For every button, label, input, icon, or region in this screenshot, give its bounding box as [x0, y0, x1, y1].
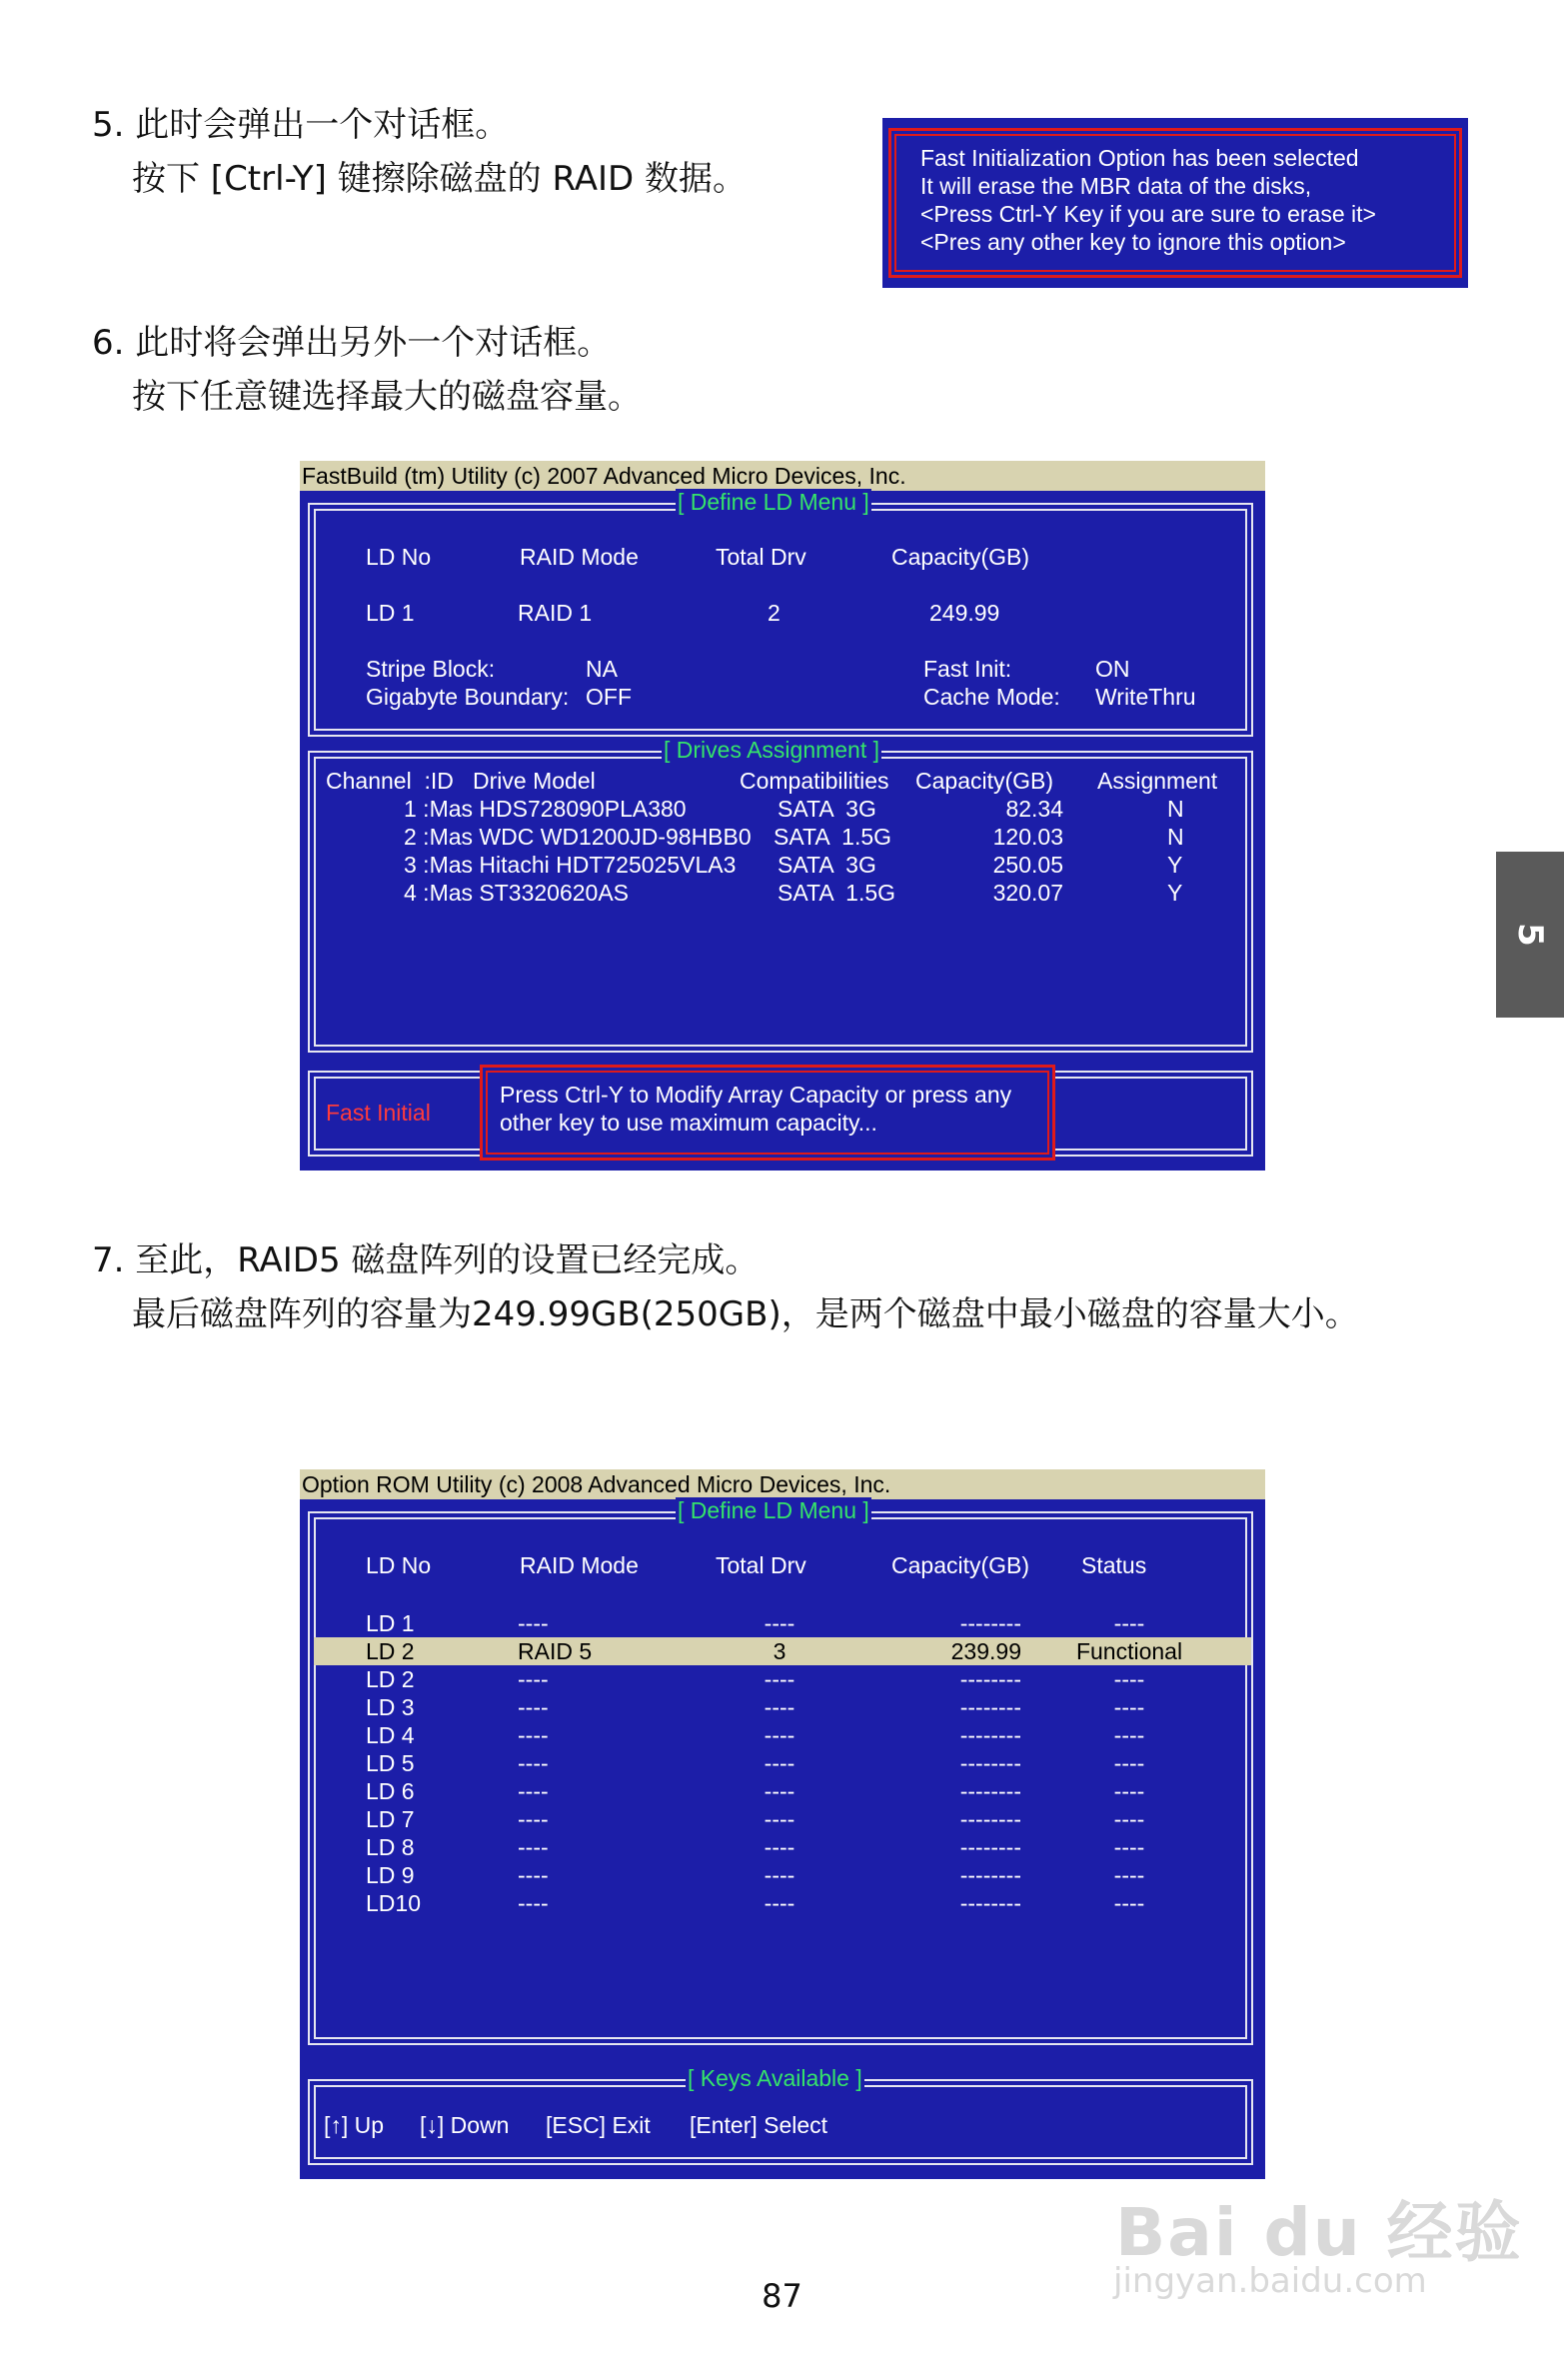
define-ld-title: [ Define LD Menu ]	[678, 489, 869, 515]
ld-cell: LD 1	[366, 600, 415, 626]
utility-header: Option ROM Utility (c) 2008 Advanced Micro Devices, Inc.	[300, 1469, 1265, 1499]
ld-cell: LD 5	[366, 1750, 415, 1776]
step-number: 6.	[92, 323, 125, 363]
cap-cell: --------	[959, 1778, 1021, 1804]
gigabyte-value: OFF	[586, 684, 632, 710]
cap-cell: --------	[959, 1834, 1021, 1860]
drive-compat: SATA 3G	[778, 796, 876, 822]
ld-cell: LD10	[366, 1890, 421, 1916]
col-total-drv: Total Drv	[716, 544, 806, 570]
key-enter[interactable]: [Enter] Select	[690, 2112, 828, 2138]
status-cell: ----	[1113, 1666, 1145, 1692]
option-rom-screen	[300, 1469, 1265, 2179]
drive-compat: SATA 3G	[778, 852, 876, 878]
mode-cell: ----	[518, 1834, 549, 1860]
drv-cell: ----	[764, 1750, 795, 1776]
mode-cell: ----	[518, 1778, 549, 1804]
status-cell: ----	[1113, 1750, 1145, 1776]
drv-cell: ----	[764, 1834, 795, 1860]
drv-cell: ----	[764, 1610, 795, 1636]
drive-channel: 1 :Mas HDS728090PLA380	[404, 796, 687, 822]
cache-label: Cache Mode:	[923, 684, 1060, 710]
drive-compat: SATA 1.5G	[774, 824, 892, 850]
step-text: 此时将会弹出另外一个对话框。	[135, 323, 612, 363]
ld-cell: LD 9	[366, 1862, 415, 1888]
ld-cell: LD 6	[366, 1778, 415, 1804]
cap-cell: 239.99	[950, 1638, 1021, 1664]
drive-channel: 2 :Mas WDC WD1200JD-98HBB0	[404, 824, 752, 850]
step-text: 最后磁盘阵列的容量为249.99GB(250GB)，是两个磁盘中最小磁盘的容量大小。	[132, 1294, 1359, 1334]
drv-cell: ----	[764, 1862, 795, 1888]
prompt-line: other key to use maximum capacity...	[500, 1110, 877, 1136]
mode-cell: ----	[518, 1610, 549, 1636]
col-capacity: Capacity(GB)	[891, 1552, 1030, 1578]
watermark-brand: Bai du 经验	[1115, 2194, 1523, 2271]
col-ld-no: LD No	[366, 1552, 432, 1578]
col-ld-no: LD No	[366, 544, 432, 570]
col-channel: Channel :ID Drive Model	[326, 768, 596, 794]
stripe-label: Stripe Block:	[366, 656, 496, 682]
cap-cell: --------	[959, 1890, 1021, 1916]
mode-cell: ----	[518, 1750, 549, 1776]
drive-capacity: 82.34	[1005, 796, 1063, 822]
ld-cell: LD 8	[366, 1834, 415, 1860]
mode-cell: ----	[518, 1862, 549, 1888]
col-total-drv: Total Drv	[716, 1552, 806, 1578]
cap-cell: 249.99	[929, 600, 1000, 626]
cap-cell: --------	[959, 1610, 1021, 1636]
prompt-line: Press Ctrl-Y to Modify Array Capacity or press any	[500, 1082, 1012, 1108]
status-cell: ----	[1113, 1778, 1145, 1804]
ld-cell: LD 2	[366, 1638, 415, 1664]
dialog-line: <Press Ctrl-Y Key if you are sure to erase it>	[920, 201, 1376, 227]
gigabyte-label: Gigabyte Boundary:	[366, 684, 570, 710]
step-number: 7.	[92, 1240, 125, 1280]
step-5	[92, 98, 747, 206]
utility-header: FastBuild (tm) Utility (c) 2007 Advanced Micro Devices, Inc.	[300, 461, 1265, 491]
status-cell: ----	[1113, 1862, 1145, 1888]
mode-cell: ----	[518, 1806, 549, 1832]
status-cell: ----	[1113, 1834, 1145, 1860]
cap-cell: --------	[959, 1694, 1021, 1720]
ld-cell: LD 1	[366, 1610, 415, 1636]
status-cell: ----	[1113, 1610, 1145, 1636]
drive-capacity: 320.07	[992, 880, 1063, 906]
keys-title: [ Keys Available ]	[688, 2065, 862, 2091]
drv-cell: 2	[768, 600, 781, 626]
fastinit-value: ON	[1095, 656, 1130, 682]
status-cell: ----	[1113, 1694, 1145, 1720]
key-esc[interactable]: [ESC] Exit	[546, 2112, 651, 2138]
status-cell: Functional	[1075, 1638, 1183, 1664]
cap-cell: --------	[959, 1666, 1021, 1692]
chapter-number: 5	[1509, 923, 1550, 947]
cap-cell: --------	[959, 1722, 1021, 1748]
mode-cell: RAID 5	[518, 1638, 593, 1664]
cache-value: WriteThru	[1095, 684, 1196, 710]
drive-capacity: 120.03	[992, 824, 1063, 850]
col-assignment: Assignment	[1097, 768, 1218, 794]
mode-cell: RAID 1	[518, 600, 593, 626]
col-raid-mode: RAID Mode	[520, 544, 639, 570]
drv-cell: ----	[764, 1666, 795, 1692]
page-number: 87	[762, 2277, 802, 2315]
key-down[interactable]: [↓] Down	[420, 2112, 510, 2138]
drive-channel: 3 :Mas Hitachi HDT725025VLA3	[404, 852, 737, 878]
cap-cell: --------	[959, 1750, 1021, 1776]
step-number: 5.	[92, 105, 125, 145]
dialog-line: It will erase the MBR data of the disks,	[920, 173, 1312, 199]
drive-assign: N	[1167, 796, 1184, 822]
drv-cell: ----	[764, 1778, 795, 1804]
ld-cell: LD 2	[366, 1666, 415, 1692]
prompt-box	[480, 1065, 1055, 1161]
col-raid-mode: RAID Mode	[520, 1552, 639, 1578]
key-up[interactable]: [↑] Up	[324, 2112, 385, 2138]
mode-cell: ----	[518, 1722, 549, 1748]
ld-cell: LD 4	[366, 1722, 415, 1748]
drive-assign: Y	[1167, 852, 1183, 878]
stripe-value: NA	[586, 656, 618, 682]
mode-cell: ----	[518, 1666, 549, 1692]
step-text: 按下任意键选择最大的磁盘容量。	[132, 377, 642, 417]
status-cell: ----	[1113, 1890, 1145, 1916]
ld-cell: LD 3	[366, 1694, 415, 1720]
col-capacity: Capacity(GB)	[915, 768, 1054, 794]
drv-cell: 3	[773, 1638, 786, 1664]
cap-cell: --------	[959, 1806, 1021, 1832]
drv-cell: ----	[764, 1890, 795, 1916]
col-status: Status	[1081, 1552, 1147, 1578]
drv-cell: ----	[764, 1722, 795, 1748]
drv-cell: ----	[764, 1694, 795, 1720]
drive-capacity: 250.05	[992, 852, 1063, 878]
dialog-line: <Pres any other key to ignore this option>	[920, 229, 1346, 255]
drive-channel: 4 :Mas ST3320620AS	[404, 880, 630, 906]
drives-title: [ Drives Assignment ]	[664, 737, 880, 763]
fastinit-label: Fast Init:	[923, 656, 1012, 682]
mode-cell: ----	[518, 1890, 549, 1916]
dialog-line: Fast Initialization Option has been selected	[920, 145, 1359, 171]
col-capacity: Capacity(GB)	[891, 544, 1030, 570]
fast-initial-label: Fast Initial	[326, 1100, 431, 1126]
col-compat: Compatibilities	[740, 768, 889, 794]
drive-compat: SATA 1.5G	[778, 880, 896, 906]
mode-cell: ----	[518, 1694, 549, 1720]
cap-cell: --------	[959, 1862, 1021, 1888]
status-cell: ----	[1113, 1806, 1145, 1832]
drive-assign: N	[1167, 824, 1184, 850]
step-7	[92, 1233, 1359, 1341]
define-ld-title: [ Define LD Menu ]	[678, 1497, 869, 1523]
fastbuild-screen	[300, 461, 1265, 1171]
drive-assign: Y	[1167, 880, 1183, 906]
drv-cell: ----	[764, 1806, 795, 1832]
step-text: 按下 [Ctrl-Y] 键擦除磁盘的 RAID 数据。	[132, 159, 747, 199]
step-text: 此时会弹出一个对话框。	[135, 105, 510, 145]
fast-init-dialog	[882, 118, 1468, 288]
step-6	[92, 316, 642, 424]
chapter-tab	[1496, 852, 1564, 1018]
status-cell: ----	[1113, 1722, 1145, 1748]
watermark-url: jingyan.baidu.com	[1113, 2261, 1427, 2301]
step-text: 至此，RAID5 磁盘阵列的设置已经完成。	[135, 1240, 760, 1280]
ld-cell: LD 7	[366, 1806, 415, 1832]
